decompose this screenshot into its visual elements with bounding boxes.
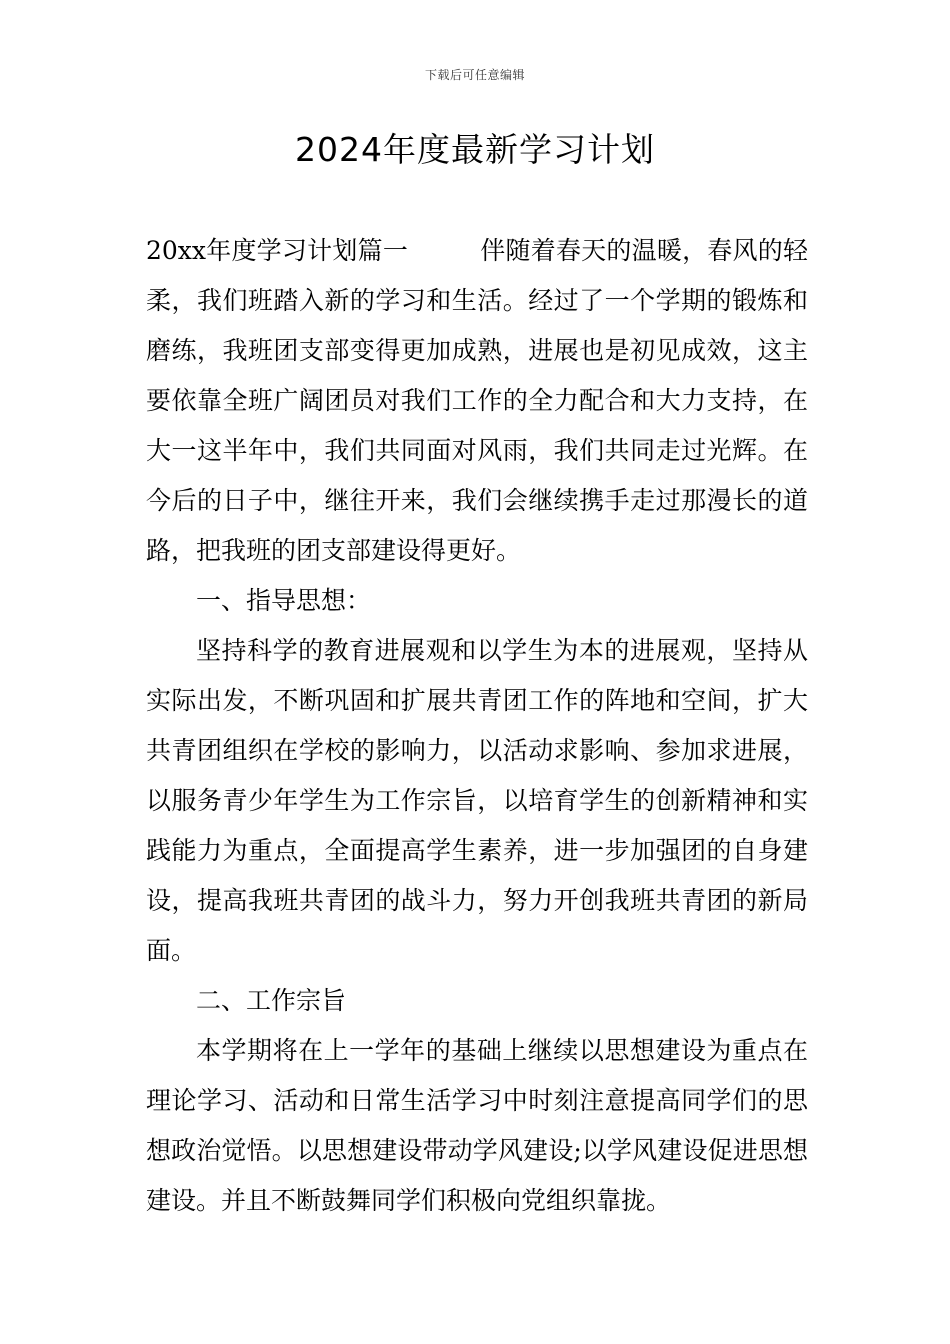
document-title: 2024年度最新学习计划: [295, 130, 655, 169]
intro-body: 伴随着春天的温暖，春风的轻柔，我们班踏入新的学习和生活。经过了一个学期的锻炼和磨练，我班团支部变得更加成熟，进展也是初见成效，这主要依靠全班广阔团员对我们工作的全力配合和大力支持，在大一这半年中，我们共同面对风雨，我们共同走过光辉。在今后的日子中，继往开来，我们会继续携手走过那漫长的道路，把我班的团支部建设得更好。: [146, 236, 808, 565]
header-note: 下载后可任意编辑: [424, 68, 525, 82]
intro-paragraph: [146, 226, 808, 576]
section1-paragraph: 坚持科学的教育进展观和以学生为本的进展观，坚持从实际出发，不断巩固和扩展共青团工作的阵地和空间，扩大共青团组织在学校的影响力，以活动求影响、参加求进展，以服务青少年学生为工作宗旨，以培育学生的创新精神和实践能力为重点，全面提高学生素养，进一步加强团的自身建设，提高我班共青团的战斗力，努力开创我班共青团的新局面。: [146, 636, 808, 965]
intro-lead: 20xx年度学习计划篇一: [146, 236, 409, 265]
document-body: [146, 226, 808, 1226]
section1-heading: 一、指导思想：: [196, 586, 372, 615]
section2-heading: 二、工作宗旨: [196, 986, 347, 1015]
section2-paragraph: 本学期将在上一学年的基础上继续以思想建设为重点在理论学习、活动和日常生活学习中时刻注意提高同学们的思想政治觉悟。以思想建设带动学风建设;以学风建设促进思想建设。并且不断鼓舞同学们积极向党组织靠拢。: [146, 1036, 808, 1215]
